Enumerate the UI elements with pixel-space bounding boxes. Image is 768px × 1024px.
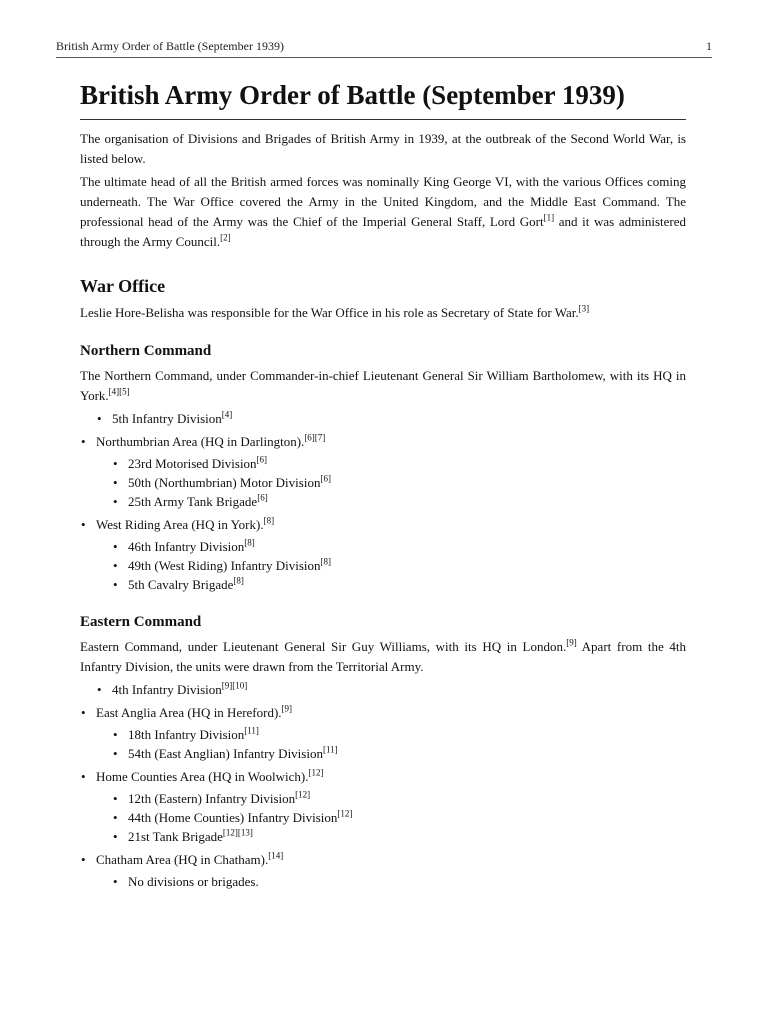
area-item — [80, 515, 686, 594]
unit-item — [112, 827, 686, 846]
citation-link[interactable]: [12] — [308, 767, 324, 778]
citation-link[interactable]: [3] — [578, 303, 590, 314]
eastern-command-paragraph — [80, 637, 686, 677]
citation-link[interactable]: [8] — [263, 515, 275, 526]
unit-label: 44th (Home Counties) Infantry Division — [128, 810, 338, 825]
citation-link[interactable]: [4] — [221, 409, 233, 420]
area-label: East Anglia Area (HQ in Hereford). — [96, 705, 282, 720]
unit-list — [96, 872, 686, 891]
section-heading-eastern-command: Eastern Command — [80, 614, 202, 630]
unit-list — [96, 537, 686, 594]
citation-link[interactable]: [9] — [281, 703, 293, 714]
eastern-command-text-cont: Apart from the 4th Infantry Division, the units were drawn from the Territorial Army. — [80, 639, 686, 674]
citation-link[interactable]: [11] — [244, 725, 259, 736]
unit-label: 5th Cavalry Brigade — [128, 577, 234, 592]
intro-paragraph-2 — [80, 172, 686, 252]
area-item — [80, 703, 686, 763]
unit-item — [112, 789, 686, 808]
area-item — [80, 850, 686, 891]
citation-link[interactable]: [6] — [257, 492, 268, 503]
unit-label: 49th (West Riding) Infantry Division — [128, 558, 321, 573]
intro-paragraph-2-text: The ultimate head of all the British armed forces was nominally King George VI, with the various Offices coming underneath. The War Office covered the Army in the United Kingdom, and the Middle East Command. The professional head of the Army was the Chief of the Imperial General Staff, Lord Gort — [80, 174, 686, 229]
unit-item — [112, 556, 686, 575]
section-heading-war-office: War Office — [80, 276, 166, 296]
citation-link[interactable]: [8] — [320, 556, 331, 567]
unit-label: 46th Infantry Division — [128, 539, 245, 554]
unit-label: 25th Army Tank Brigade — [128, 494, 258, 509]
citation-link[interactable]: [9] — [566, 637, 577, 648]
unit-item — [112, 473, 686, 492]
unit-list — [80, 680, 686, 699]
unit-label: 5th Infantry Division — [112, 411, 222, 426]
unit-label: 12th (Eastern) Infantry Division — [128, 791, 296, 806]
unit-label: 21st Tank Brigade — [128, 829, 223, 844]
citation-link[interactable]: [12] — [295, 789, 311, 800]
unit-item — [112, 808, 686, 827]
running-header-title: British Army Order of Battle (September 1939) — [56, 39, 284, 53]
citation-link[interactable]: [4][5] — [108, 386, 130, 397]
intro-paragraph-2-text-cont: and it was administered through the Army Council. — [80, 214, 687, 249]
list-item — [80, 409, 686, 428]
citation-link[interactable]: [6] — [320, 473, 331, 484]
eastern-command-text: Eastern Command, under Lieutenant General Sir Guy Williams, with its HQ in London. — [80, 639, 567, 654]
northern-command-text: The Northern Command, under Commander-in-chief Lieutenant General Sir William Bartholomew, with its HQ in York. — [80, 368, 686, 403]
unit-item — [112, 492, 686, 511]
citation-link[interactable]: [6][7] — [304, 432, 326, 443]
unit-label: 50th (Northumbrian) Motor Division — [128, 475, 321, 490]
citation-link[interactable]: [9][10] — [221, 680, 248, 691]
citation-link[interactable]: [8] — [233, 575, 244, 586]
unit-label: 23rd Motorised Division — [128, 456, 257, 471]
unit-label: 4th Infantry Division — [112, 682, 222, 697]
citation-link[interactable]: [6] — [256, 454, 268, 465]
citation-link[interactable]: [12] — [337, 808, 353, 819]
unit-item — [112, 537, 686, 556]
section-heading-northern-command: Northern Command — [80, 343, 212, 359]
unit-item — [112, 872, 686, 891]
unit-item — [96, 680, 686, 699]
citation-link[interactable]: [11] — [322, 744, 338, 755]
unit-item — [112, 454, 686, 473]
unit-item — [112, 575, 686, 594]
intro-paragraph-1: The organisation of Divisions and Brigades of British Army in 1939, at the outbreak of the Second World War, is listed below. — [80, 131, 686, 166]
citation-link[interactable]: [14] — [268, 850, 284, 861]
area-label: Chatham Area (HQ in Chatham). — [96, 852, 269, 867]
eastern-command-list — [80, 680, 686, 891]
unit-item — [96, 409, 686, 428]
list-item — [80, 680, 686, 699]
unit-list — [96, 789, 686, 846]
citation-link[interactable]: [2] — [220, 232, 231, 243]
area-item — [80, 432, 686, 511]
unit-item — [112, 725, 686, 744]
area-label: Northumbrian Area (HQ in Darlington). — [96, 434, 305, 449]
unit-label: No divisions or brigades. — [128, 874, 259, 889]
unit-list — [96, 454, 686, 511]
war-office-paragraph — [80, 303, 686, 323]
unit-label: 54th (East Anglian) Infantry Division — [128, 746, 323, 761]
article-content — [80, 78, 686, 894]
area-label: West Riding Area (HQ in York). — [96, 517, 264, 532]
area-label: Home Counties Area (HQ in Woolwich). — [96, 769, 309, 784]
war-office-text: Leslie Hore-Belisha was responsible for the War Office in his role as Secretary of State for War. — [80, 305, 579, 320]
area-item — [80, 767, 686, 846]
page-title: British Army Order of Battle (September 1939) — [80, 78, 686, 120]
unit-list — [80, 409, 686, 428]
northern-command-paragraph — [80, 366, 686, 406]
citation-link[interactable]: [1] — [543, 212, 555, 223]
unit-item — [112, 744, 686, 763]
citation-link[interactable]: [8] — [244, 537, 255, 548]
page-number: 1 — [706, 39, 712, 53]
citation-link[interactable]: [12][13] — [222, 827, 253, 838]
header-rule — [56, 57, 712, 58]
northern-command-list — [80, 409, 686, 594]
unit-label: 18th Infantry Division — [128, 727, 245, 742]
unit-list — [96, 725, 686, 763]
